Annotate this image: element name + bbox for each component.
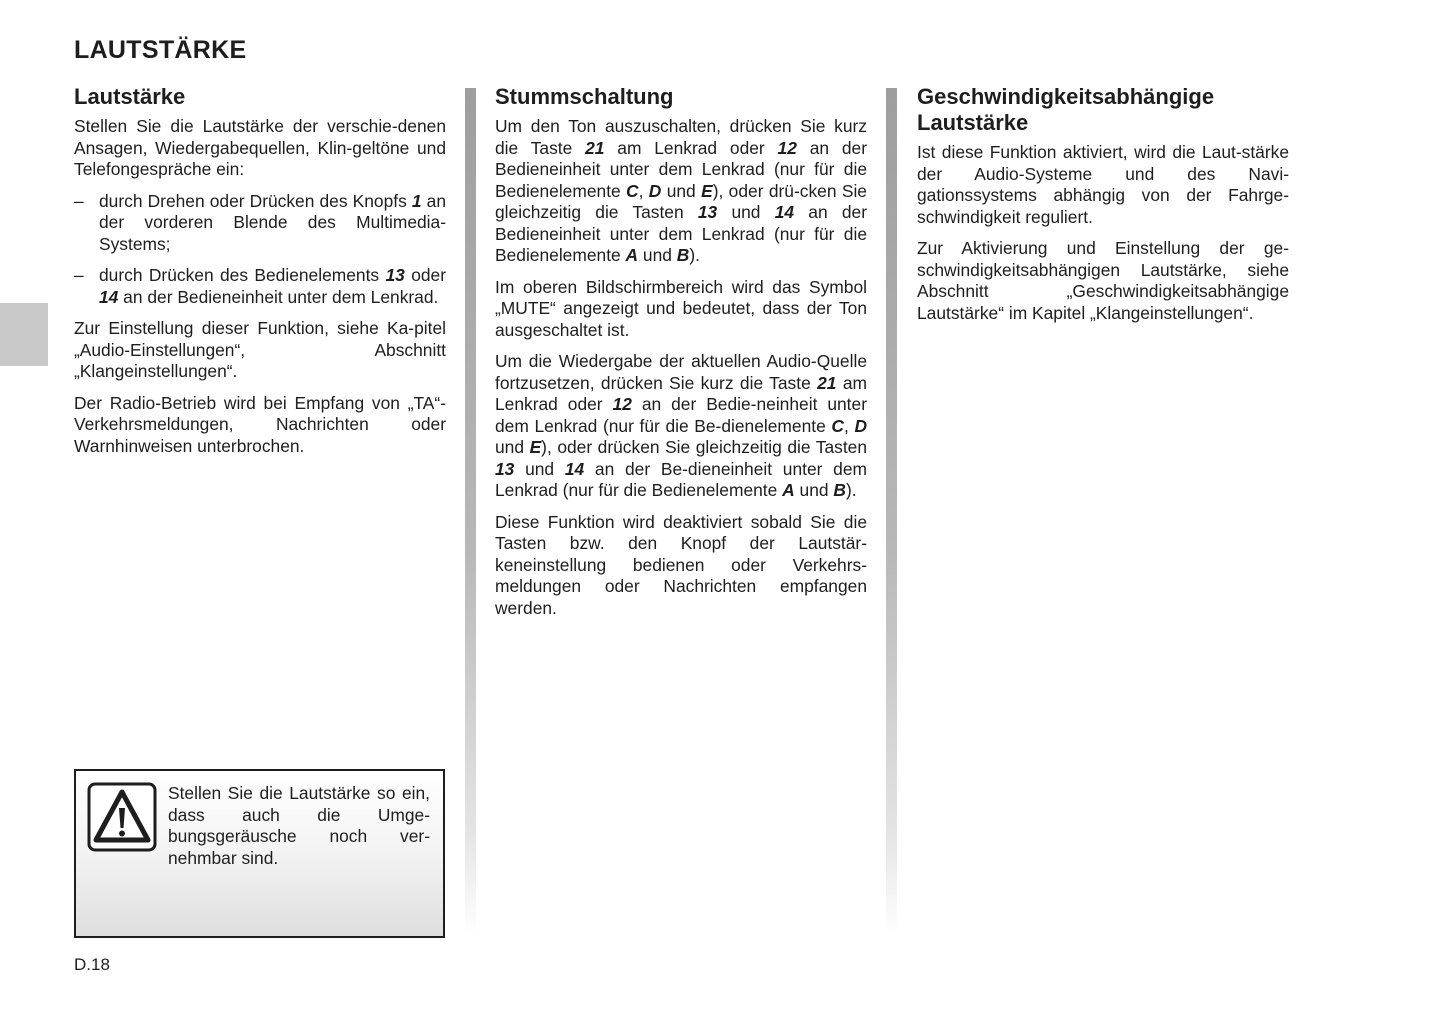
speed-volume-reference: Zur Aktivierung und Einstellung der ge-schwindigkeitsabhängigen Lautstärke, siehe Abschnitt „Geschwindigkeitsabhängige Lautstärke“ im Kapitel „Klangeinstellungen“. xyxy=(917,238,1289,323)
mute-deactivation-note: Diese Funktion wird deaktiviert sobald Sie die Tasten bzw. den Knopf der Lautstär-keneinstellung bedienen oder Verkehrs-meldungen oder Nachrichten empfangen werden. xyxy=(495,511,867,618)
resume-instructions: Um die Wiedergabe der aktuellen Audio-Quelle fortzusetzen, drücken Sie kurz die Taste 21 am Lenkrad oder 12 an der Bedie-neinheit unter dem Lenkrad (nur für die Be-dienelemente C, D und E), oder drücken Sie gleichzeitig die Tasten 13 und 14 an der Be-dieneinheit unter dem Lenkrad (nur für die Bedienelemente A und B). xyxy=(495,351,868,500)
volume-settings-reference: Zur Einstellung dieser Funktion, siehe Ka-pitel „Audio-Einstellungen“, Abschnitt „Klangeinstellungen“. xyxy=(74,318,446,381)
column-divider xyxy=(465,88,476,934)
heading-volume: Lautstärke xyxy=(74,84,186,109)
column-mute xyxy=(495,84,867,629)
volume-intro: Stellen Sie die Lautstärke der verschie-denen Ansagen, Wiedergabequellen, Klin-geltöne und Telefongespräche ein: xyxy=(74,116,446,179)
speed-volume-description: Ist diese Funktion aktiviert, wird die Laut-stärke der Audio-Systeme und des Navi-gationssystems abhängig von der Fahrge-schwindigkeit reguliert. xyxy=(917,142,1289,227)
chapter-side-tab xyxy=(0,303,48,366)
heading-mute: Stummschaltung xyxy=(495,84,674,109)
radio-interrupt-note: Der Radio-Betrieb wird bei Empfang von „TA“-Verkehrsmeldungen, Nachrichten oder Warnhinweisen unterbrochen. xyxy=(74,392,446,456)
mute-symbol-note: Im oberen Bildschirmbereich wird das Symbol „MUTE“ angezeigt und bedeutet, dass der Ton ausgeschaltet ist. xyxy=(495,276,867,340)
page-number: D.18 xyxy=(74,955,110,974)
heading-speed-volume: Geschwindigkeitsabhängige Lautstärke xyxy=(917,84,1215,135)
list-item: – durch Drehen oder Drücken des Knopfs 1 an der vorderen Blende des Multimedia-Systems; xyxy=(74,191,446,256)
list-item: – durch Drücken des Bedienelements 13 oder 14 an der Bedieneinheit unter dem Lenkrad. xyxy=(74,265,446,308)
warning-text: Stellen Sie die Lautstärke so ein, dass auch die Umge-bungsgeräusche noch ver-nehmbar sind. xyxy=(168,783,430,868)
column-volume xyxy=(74,84,446,467)
volume-list xyxy=(74,191,446,309)
warning-box xyxy=(74,769,445,938)
warning-triangle-icon xyxy=(87,782,157,852)
page-title: LAUTSTÄRKE xyxy=(74,36,247,64)
column-divider xyxy=(886,88,897,934)
mute-instructions: Um den Ton auszuschalten, drücken Sie kurz die Taste 21 am Lenkrad oder 12 an der Bedieneinheit unter dem Lenkrad (nur für die Bedienelemente C, D und E), oder drü-cken Sie gleichzeitig die Tasten 13 und 14 an der Bedieneinheit unter dem Lenkrad (nur für die Bedienelemente A und B). xyxy=(495,116,868,265)
column-speed-volume xyxy=(917,84,1289,334)
